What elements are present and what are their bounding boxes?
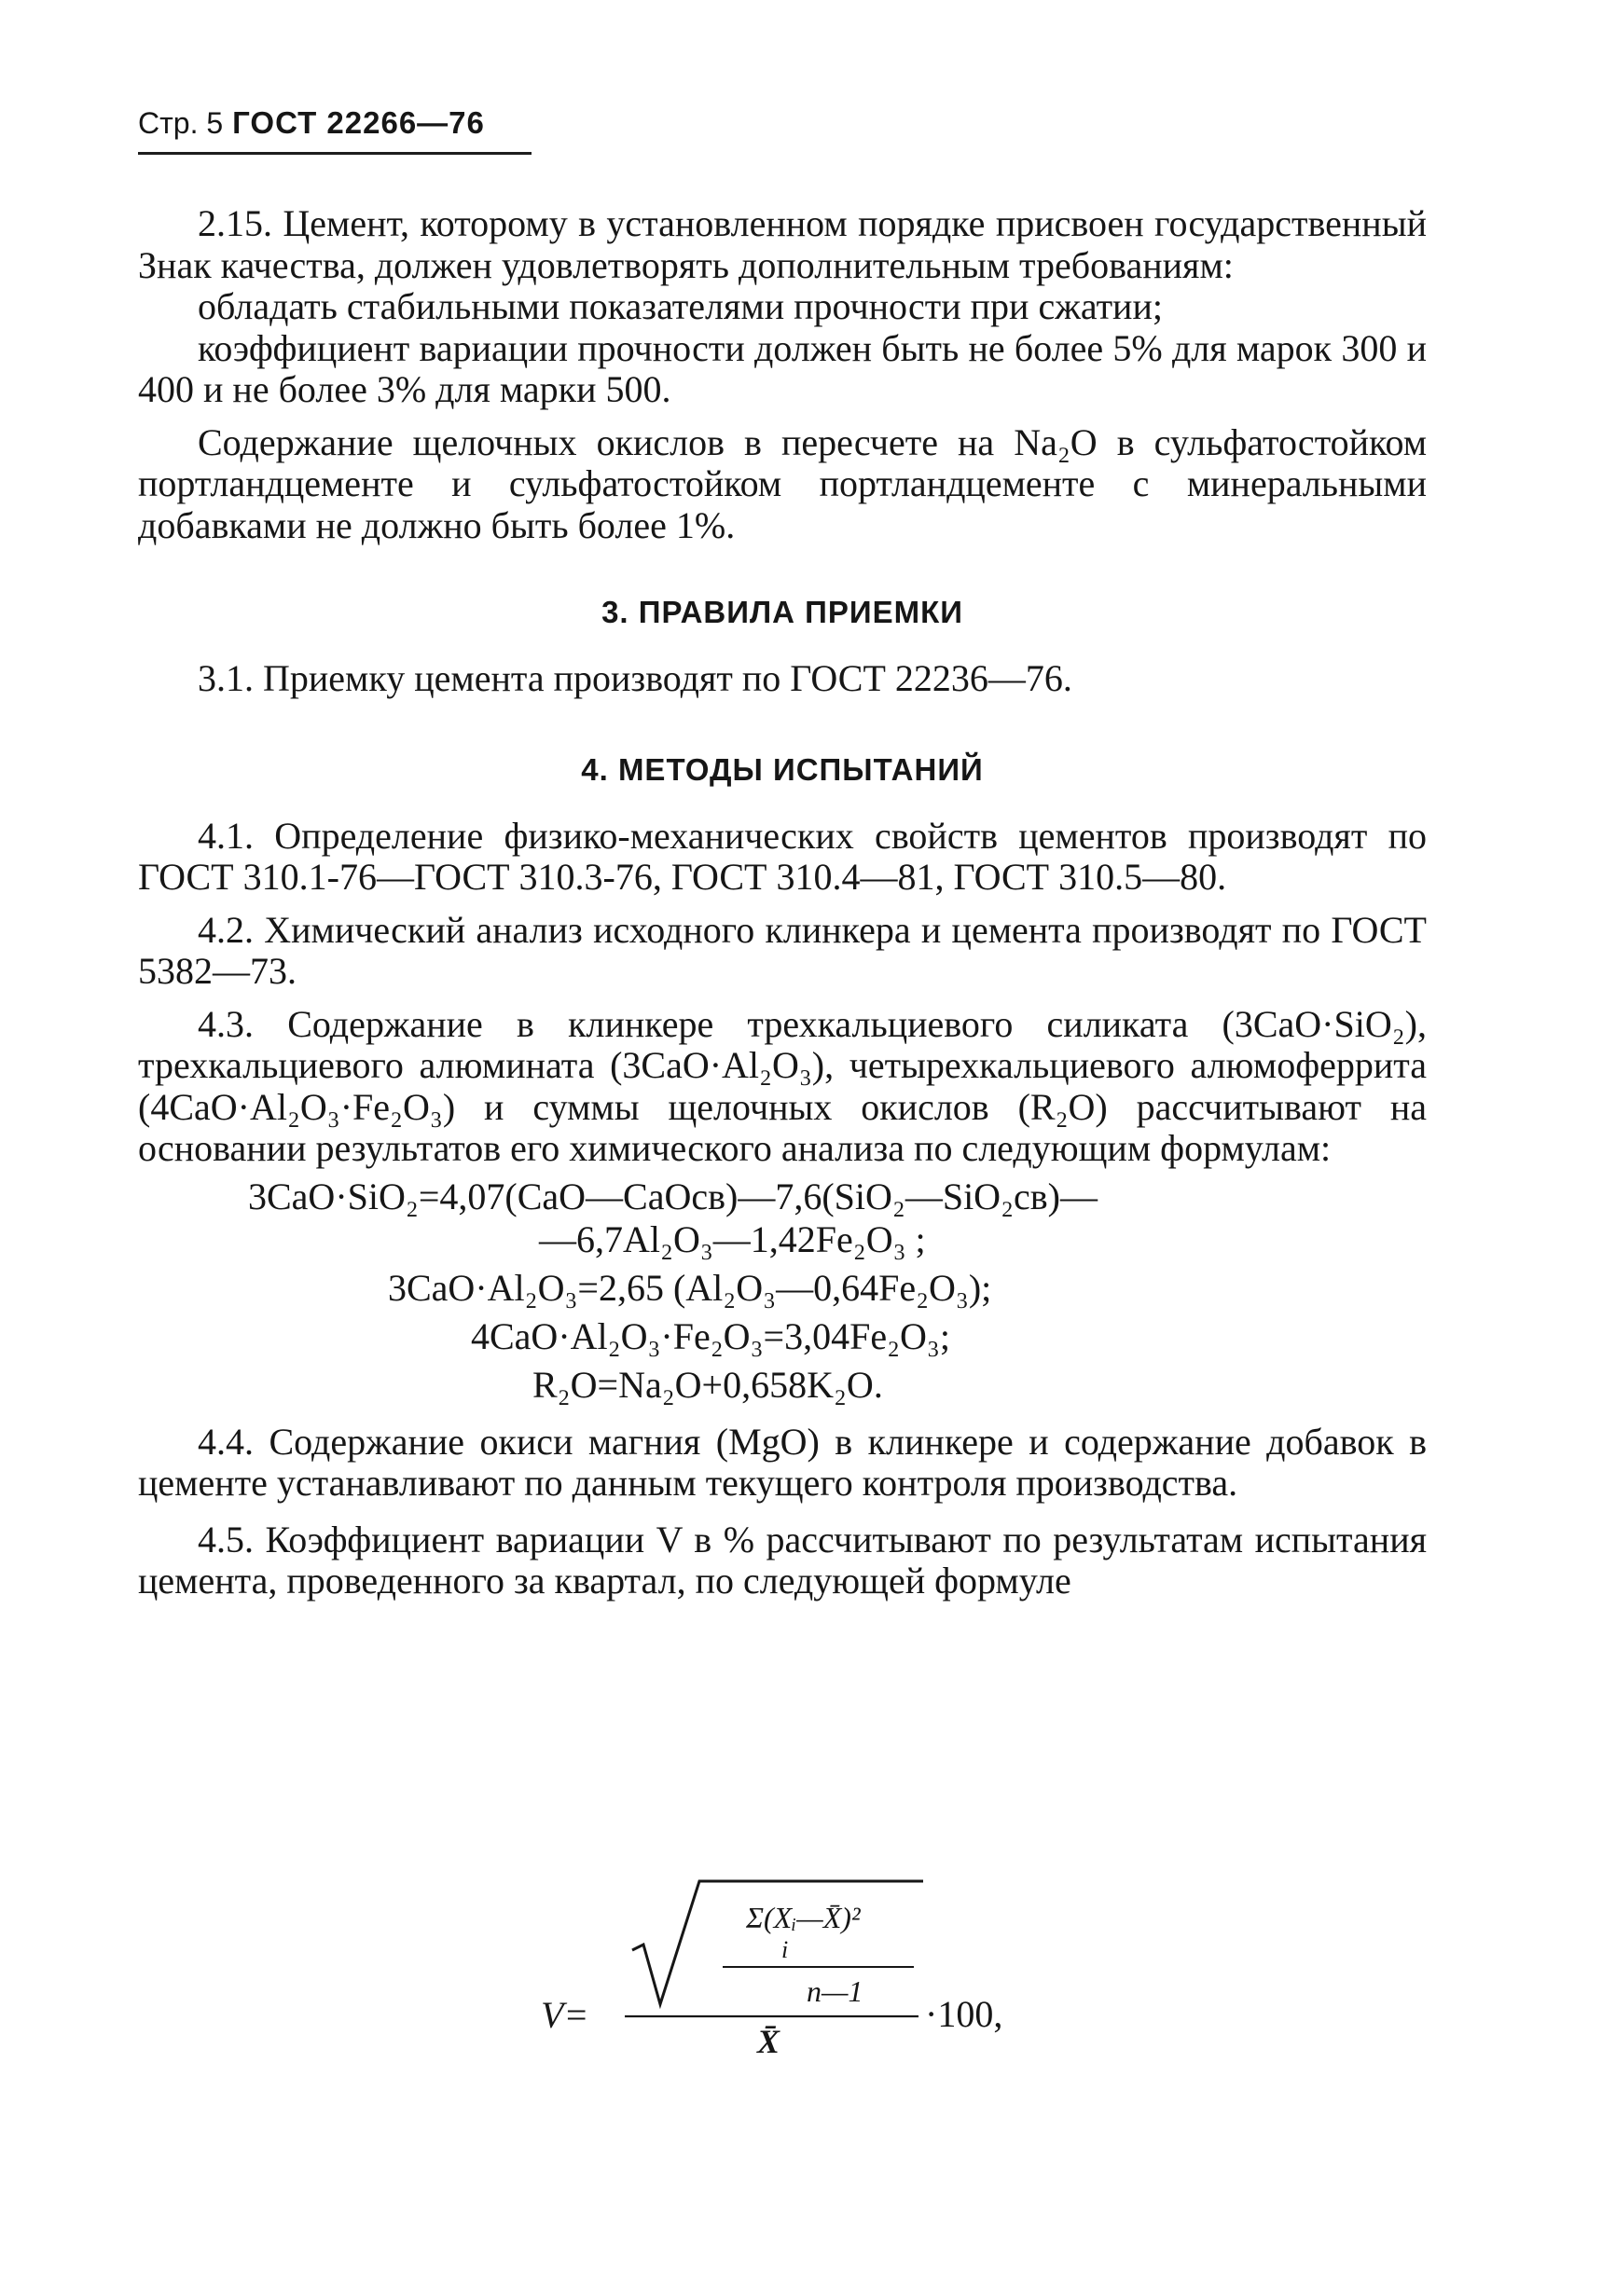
section-4-title: 4. МЕТОДЫ ИСПЫТАНИЙ (581, 751, 984, 787)
paragraph-4-3: 4.3. Содержание в клинкере трехкальциевого силиката (3CaO·SiO₂), трехкальциевого алюмината (3CaO·Al₂O₃), четырехкальциевого алюмоферрита (4CaO·Al₂O₃·Fe₂O₃) и суммы щелочных окислов (R₂O) рассчитывают на основании результатов его химического анализа по следующим формулам: (138, 1002, 1427, 1169)
variation-coefficient-formula (522, 1864, 1119, 2060)
formula-c3s-line1: 3CaO·SiO₂=4,07(CaO—CaOсв)—7,6(SiO₂—SiO₂св)— (248, 1175, 1098, 1217)
mean-value: X̄ (757, 2023, 780, 2060)
paragraph-4-2: 4.2. Химический анализ исходного клинкера и цемента производят по ГОСТ 5382—73. (138, 908, 1427, 992)
formula-c4af: 4CaO·Al₂O₃·Fe₂O₃=3,04Fe₂O₃; (471, 1314, 950, 1357)
document-code: ГОСТ 22266—76 (232, 105, 485, 140)
requirement-stability: обладать стабильными показателями прочности при сжатии; (198, 285, 1163, 327)
formula-c3a: 3CaO·Al₂O₃=2,65 (Al₂O₃—0,64Fe₂O₃); (388, 1266, 992, 1309)
formula-r2o: R₂O=Na₂O+0,658K₂O. (532, 1363, 883, 1406)
paragraph-4-5: 4.5. Коэффициент вариации V в % рассчитывают по результатам испытания цемента, проведенного за квартал, по следующей формуле (138, 1518, 1427, 1602)
paragraph-3-1: 3.1. Приемку цемента производят по ГОСТ 22236—76. (198, 657, 1072, 699)
formula-svg (522, 1864, 1119, 2060)
sqrt-sign (632, 1881, 923, 2004)
page-header (138, 104, 539, 155)
degrees-of-freedom: n—1 (807, 1974, 863, 2008)
section-3-title: 3. ПРАВИЛА ПРИЕМКИ (601, 595, 963, 629)
formula-c3s-line2: —6,7Al₂O₃—1,42Fe₂O₃ ; (539, 1217, 926, 1260)
formula-lhs: V= (541, 1994, 589, 2036)
sum-index: i (781, 1936, 789, 1963)
page-body (138, 203, 1427, 1602)
header-line (138, 104, 539, 143)
paragraph-4-1: 4.1. Определение физико-механических свойств цементов производят по ГОСТ 310.1-76—ГОСТ 310.3-76, ГОСТ 310.4—81, ГОСТ 310.5—80. (138, 814, 1427, 898)
requirement-variation: коэффициент вариации прочности должен быть не более 5% для марок 300 и 400 и не более 3% для марки 500. (138, 326, 1427, 410)
paragraph-2-15: 2.15. Цемент, которому в установленном порядке присвоен государственный Знак качества, должен удовлетворять дополнительным требованиям: (138, 202, 1427, 286)
alkali-content-paragraph: Содержание щелочных окислов в пересчете на Na₂O в сульфатостойком портландцементе и сульфатостойком портландцементе с минеральными добавками не должно быть более 1%. (138, 420, 1427, 546)
multiplier: ·100, (925, 1993, 1003, 2035)
page-number: Стр. 5 (138, 106, 224, 140)
header-rule (138, 152, 532, 155)
paragraph-4-4: 4.4. Содержание окиси магния (MgO) в клинкере и содержание добавок в цементе устанавливают по данным текущего контроля производства. (138, 1420, 1427, 1504)
phase-formulas (138, 1175, 1427, 1407)
sum-term: Σ(Xᵢ—X̄)² (746, 1901, 861, 1934)
